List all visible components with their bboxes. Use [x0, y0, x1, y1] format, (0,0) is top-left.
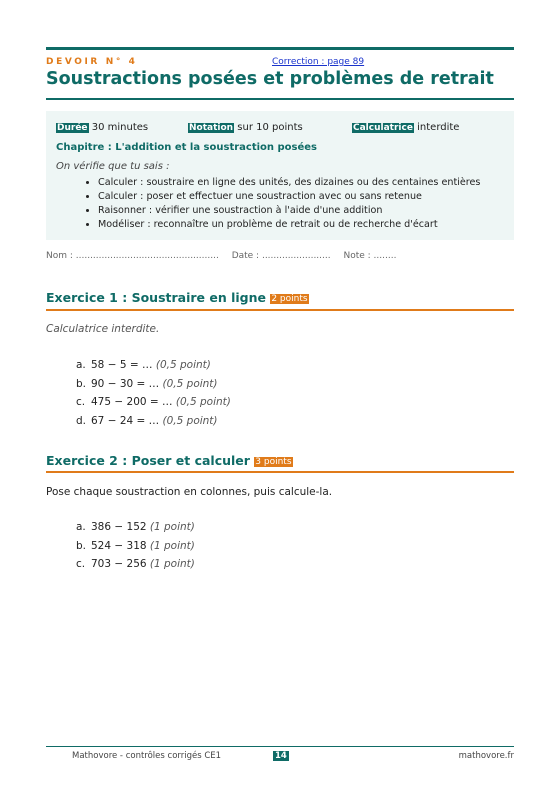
calculator-tag: Calculatrice [353, 123, 413, 133]
question-item: c. 703 − 256 (1 point) [76, 558, 195, 570]
question-item: d. 67 − 24 = … (0,5 point) [76, 414, 218, 427]
objective-item: • Modéliser : reconnaître un problème de retrait ou de recherche d'écart [98, 218, 480, 232]
exercise-1-intro: Calculatrice interdite. [46, 323, 160, 335]
footer-rule [46, 746, 514, 747]
top-rule [46, 47, 514, 50]
exercise-2-rule [46, 471, 514, 473]
chapter-title: Chapitre : L'addition et la soustraction posées [56, 142, 318, 153]
student-info-line [46, 251, 406, 261]
notation-tag: Notation [189, 123, 234, 133]
duration-info [56, 122, 148, 133]
question-item: b. 90 − 30 = … (0,5 point) [76, 377, 218, 390]
calculator-info [352, 122, 459, 133]
question-item: a. 58 − 5 = … (0,5 point) [76, 359, 211, 371]
exercise-2-points-badge: 3 points [255, 457, 292, 467]
exercise-2-questions [76, 518, 195, 574]
date-field[interactable]: Date : ........................ [231, 251, 331, 261]
objective-item: • Raisonner : vérifier une soustraction à l'aide d'une addition [98, 204, 480, 218]
notation-info [188, 122, 303, 133]
exercise-2-title [46, 453, 293, 468]
exercise-1-heading: Exercice 1 : Soustraire en ligne [46, 290, 266, 305]
note-field[interactable]: Note : ........ [343, 251, 397, 261]
exercise-1-points-badge: 2 points [271, 294, 308, 304]
verify-intro: On vérifie que tu sais : [56, 161, 170, 172]
document-page [46, 0, 514, 792]
exercise-2-intro: Pose chaque soustraction en colonnes, puis calcule-la. [46, 486, 333, 498]
exercise-1-rule [46, 309, 514, 311]
info-box [46, 111, 514, 240]
objective-item: • Calculer : soustraire en ligne des unités, des dizaines ou des centaines entières [98, 176, 480, 190]
correction-link[interactable]: Correction : page 89 [272, 57, 365, 67]
objective-item: • Calculer : poser et effectuer une soustraction avec ou sans retenue [98, 190, 480, 204]
devoir-number: DEVOIR N° 4 [46, 57, 138, 67]
exercise-1-questions [76, 356, 231, 430]
notation-value: sur 10 points [237, 122, 303, 133]
title-rule [46, 98, 514, 100]
exercise-2-heading: Exercice 2 : Poser et calculer [46, 453, 250, 468]
objectives-list [98, 176, 480, 232]
question-item: a. 386 − 152 (1 point) [76, 521, 195, 533]
calculator-value: interdite [417, 122, 460, 133]
footer-source: Mathovore - contrôles corrigés CE1 [72, 751, 222, 761]
page-number: 14 [275, 751, 287, 761]
name-field[interactable]: Nom : .................................................. [46, 251, 219, 261]
exercise-1-title [46, 290, 309, 305]
footer-site[interactable]: mathovore.fr [458, 751, 514, 761]
page-title: Soustractions posées et problèmes de retrait [46, 69, 494, 89]
question-item: c. 475 − 200 = … (0,5 point) [76, 396, 231, 408]
question-item: b. 524 − 318 (1 point) [76, 539, 195, 552]
duration-tag: Durée [57, 123, 88, 133]
duration-value: 30 minutes [91, 122, 149, 133]
